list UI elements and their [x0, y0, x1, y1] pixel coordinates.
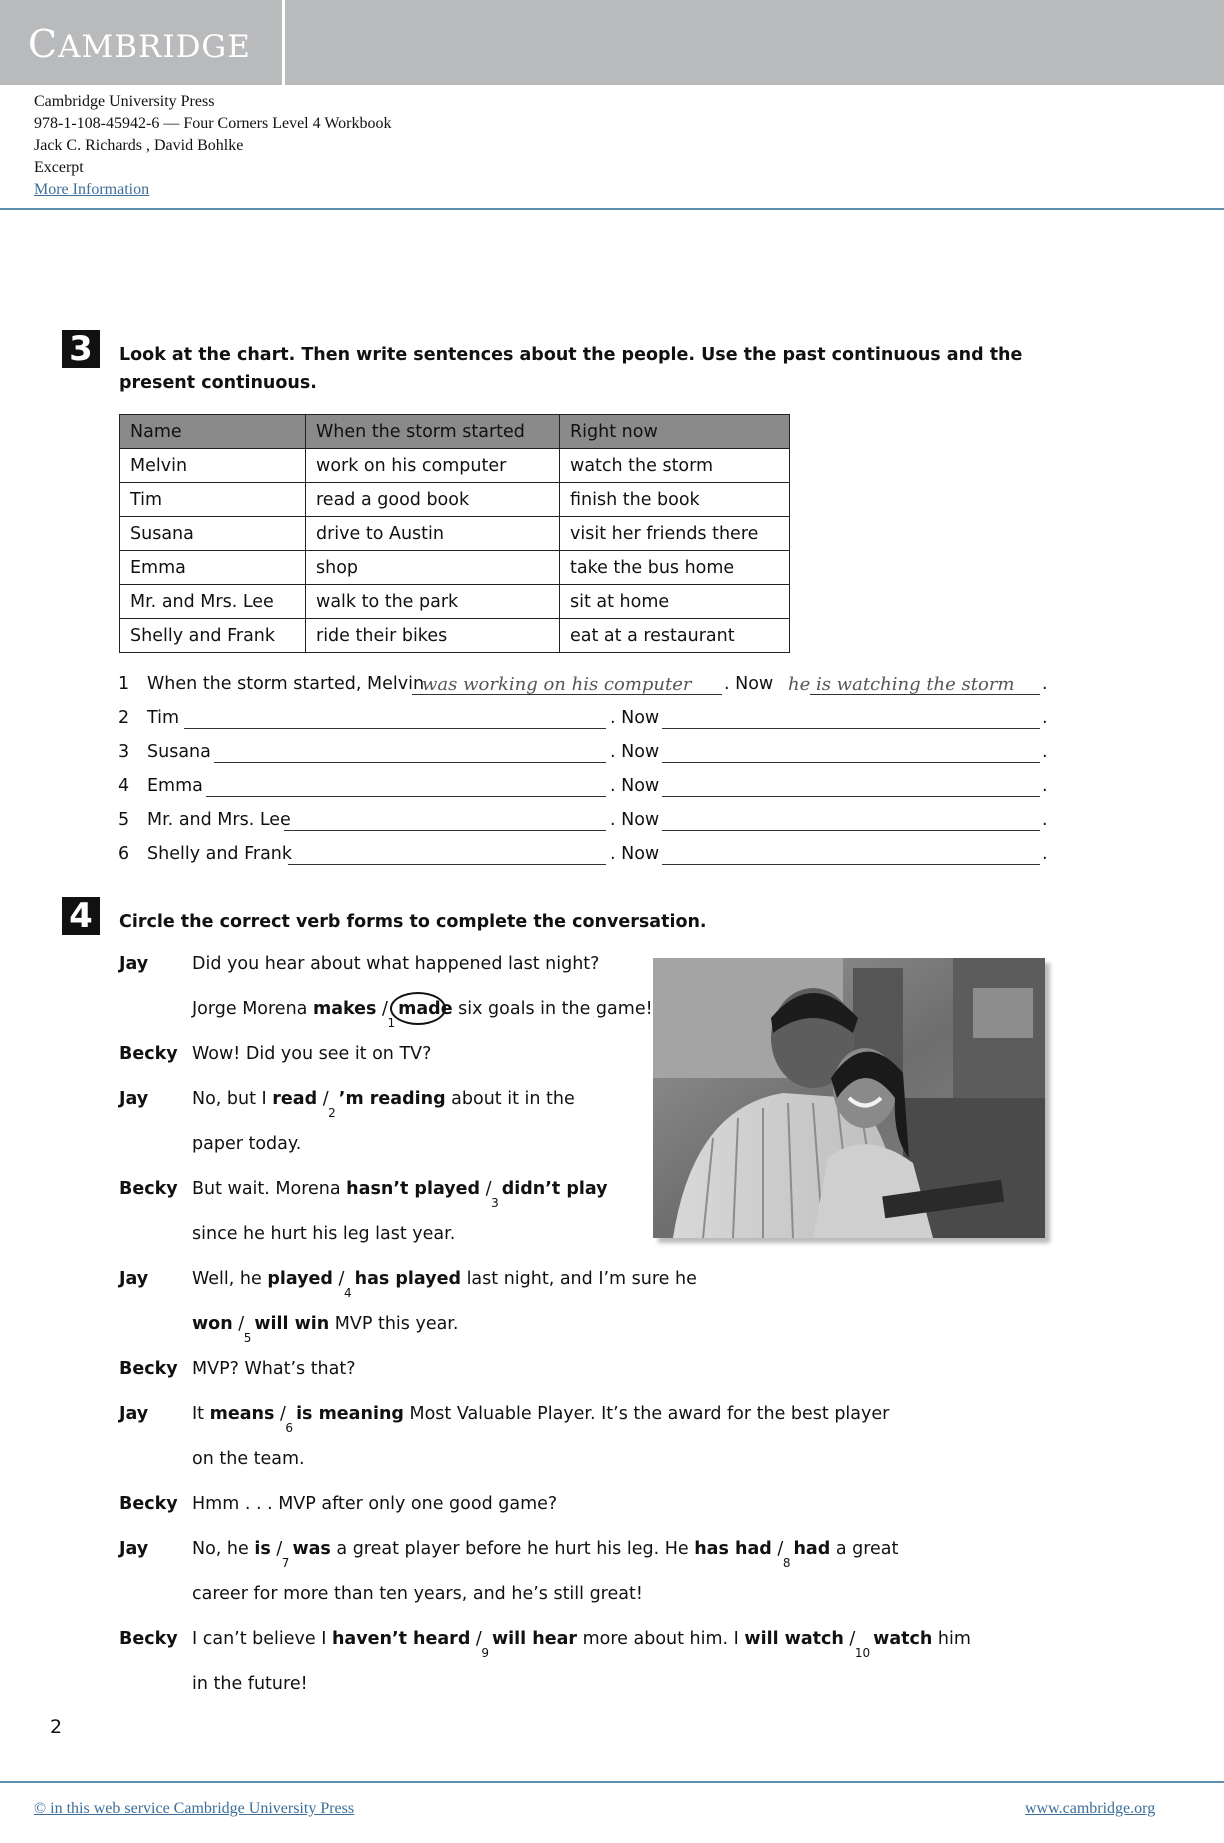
dialogue-line	[192, 1494, 557, 1514]
answer-blank[interactable]	[288, 864, 606, 865]
speaker-name: Becky	[119, 1179, 178, 1199]
dialogue-text: last night, and I’m sure he	[461, 1269, 697, 1289]
speaker-name: Jay	[119, 1539, 149, 1559]
speaker-name: Jay	[119, 1089, 149, 1109]
table-cell: sit at home	[560, 585, 790, 619]
dialogue-text: a great player before he hurt his leg. He	[330, 1539, 695, 1559]
dialogue-text: Wow! Did you see it on TV?	[192, 1044, 432, 1064]
dialogue-text: Did you hear about what happened last night?	[192, 954, 600, 974]
blank-number: 1	[387, 1016, 396, 1030]
answer-blank[interactable]	[284, 830, 606, 831]
dialogue-text: /	[332, 1269, 350, 1289]
dialogue-text: /	[232, 1314, 250, 1334]
dialogue-text: No, but I	[192, 1089, 273, 1109]
sentence-item	[118, 742, 1058, 772]
instruction-line: present continuous.	[119, 373, 317, 393]
dialogue-text: in the future!	[192, 1674, 308, 1694]
verb-option[interactable]: is	[254, 1539, 271, 1559]
sentence-number: 4	[118, 776, 130, 796]
table-row	[120, 449, 790, 483]
verb-option[interactable]: haven’t heard	[331, 1629, 471, 1649]
dialogue-text: career for more than ten years, and he’s still great!	[192, 1584, 643, 1604]
dialogue-text: more about him. I	[577, 1629, 745, 1649]
dialogue-text: I can’t believe I	[192, 1629, 332, 1649]
sentence-number: 3	[118, 742, 130, 762]
excerpt-label: Excerpt	[34, 159, 84, 176]
table-cell: walk to the park	[306, 585, 560, 619]
verb-option[interactable]: didn’t play	[501, 1179, 608, 1199]
publisher: Cambridge University Press	[34, 93, 215, 110]
verb-option[interactable]: won	[192, 1314, 233, 1334]
sentence-period: .	[1042, 810, 1048, 830]
answer-blank[interactable]	[662, 796, 1040, 797]
dialogue-text: MVP this year.	[329, 1314, 459, 1334]
verb-option[interactable]: is meaning	[296, 1404, 404, 1424]
sentence-item	[118, 708, 1058, 738]
table-cell: Susana	[120, 517, 306, 551]
column-header: When the storm started	[306, 415, 560, 449]
table-cell: Shelly and Frank	[120, 619, 306, 653]
sentence-prefix: Mr. and Mrs. Lee	[147, 810, 291, 830]
table-cell: work on his computer	[306, 449, 560, 483]
sentence-period: .	[1042, 674, 1048, 694]
dialogue-line	[192, 1674, 308, 1694]
exercise-4-instruction: Circle the correct verb forms to complete the conversation.	[119, 912, 707, 932]
website-link[interactable]: www.cambridge.org	[1025, 1800, 1156, 1817]
sentence-number: 1	[118, 674, 130, 694]
couple-photo	[653, 958, 1045, 1238]
dialogue-line	[192, 999, 653, 1030]
dialogue-text: Most Valuable Player. It’s the award for the best player	[403, 1404, 890, 1424]
table-cell: Emma	[120, 551, 306, 585]
table-row	[120, 517, 790, 551]
dialogue-line	[192, 1044, 431, 1064]
speaker-name: Jay	[119, 954, 149, 974]
footer-rule	[0, 1781, 1224, 1783]
book-metadata	[34, 91, 391, 201]
table-cell: read a good book	[306, 483, 560, 517]
answer-blank[interactable]	[662, 762, 1040, 763]
column-header: Name	[120, 415, 306, 449]
now-label: . Now	[610, 776, 660, 796]
sentence-number: 2	[118, 708, 130, 728]
photo-illustration	[653, 958, 1045, 1238]
sentence-period: .	[1042, 776, 1048, 796]
table-cell: eat at a restaurant	[560, 619, 790, 653]
table-cell: take the bus home	[560, 551, 790, 585]
blank-number: 3	[491, 1196, 499, 1210]
dialogue-text: /	[771, 1539, 789, 1559]
now-label: . Now	[610, 742, 660, 762]
dialogue-text: paper today.	[192, 1134, 302, 1154]
authors: Jack C. Richards , David Bohlke	[34, 137, 244, 154]
table-cell: finish the book	[560, 483, 790, 517]
circled-answer-option[interactable]: made	[398, 999, 453, 1019]
speaker-name: Becky	[119, 1044, 178, 1064]
sentence-period: .	[1042, 844, 1048, 864]
dialogue-text: /	[843, 1629, 861, 1649]
header-bar	[0, 0, 1224, 85]
table-cell: shop	[306, 551, 560, 585]
dialogue-text: on the team.	[192, 1449, 305, 1469]
table-row	[120, 585, 790, 619]
table-cell: drive to Austin	[306, 517, 560, 551]
dialogue-line	[192, 1179, 608, 1210]
dialogue-text: Well, he	[192, 1269, 268, 1289]
verb-option[interactable]: has played	[354, 1269, 461, 1289]
now-label: . Now	[610, 810, 660, 830]
dialogue-text: /	[317, 1089, 335, 1109]
table-cell: Melvin	[120, 449, 306, 483]
table-cell: ride their bikes	[306, 619, 560, 653]
sentence-period: .	[1042, 708, 1048, 728]
cambridge-logo: CAMBRIDGE	[28, 22, 251, 66]
dialogue-line	[192, 1359, 356, 1379]
column-header: Right now	[560, 415, 790, 449]
speaker-name: Jay	[119, 1269, 149, 1289]
sentence-prefix: When the storm started, Melvin	[147, 674, 425, 694]
handwritten-answer: he is watching the storm	[788, 674, 1015, 695]
page-number: 2	[50, 1716, 63, 1738]
verb-option[interactable]: has had	[694, 1539, 772, 1559]
dialogue-text: No, he	[192, 1539, 255, 1559]
table-row	[120, 619, 790, 653]
dialogue-line	[192, 1539, 899, 1570]
table-cell: visit her friends there	[560, 517, 790, 551]
verb-option[interactable]: was	[292, 1539, 331, 1559]
dialogue-text: It	[192, 1404, 210, 1424]
table-cell: Mr. and Mrs. Lee	[120, 585, 306, 619]
dialogue-text: since he hurt his leg last year.	[192, 1224, 456, 1244]
sentence-prefix: Emma	[147, 776, 203, 796]
verb-option[interactable]: hasn’t played	[346, 1179, 481, 1199]
dialogue-text: MVP? What’s that?	[192, 1359, 356, 1379]
dialogue-line	[192, 1449, 305, 1469]
answer-blank[interactable]	[184, 728, 606, 729]
isbn-title: 978-1-108-45942-6 — Four Corners Level 4 Workbook	[34, 115, 392, 132]
verb-option[interactable]: watch	[873, 1629, 933, 1649]
dialogue-line	[192, 1629, 971, 1660]
dialogue-text: But wait. Morena	[192, 1179, 347, 1199]
dialogue-text: him	[932, 1629, 971, 1649]
exercise-3-instruction	[119, 341, 1022, 397]
answer-blank[interactable]	[662, 864, 1040, 865]
dialogue-line	[192, 1089, 575, 1120]
dialogue-text: /	[270, 1539, 288, 1559]
verb-option[interactable]: will hear	[492, 1629, 578, 1649]
dialogue-line	[192, 1584, 643, 1604]
verb-option[interactable]: will watch	[744, 1629, 844, 1649]
dialogue-line	[192, 1224, 455, 1244]
table-cell: watch the storm	[560, 449, 790, 483]
header-rule	[0, 208, 1224, 210]
verb-option[interactable]: read	[272, 1089, 318, 1109]
dialogue-text: Jorge Morena	[192, 999, 313, 1019]
answer-blank[interactable]	[206, 796, 606, 797]
sentence-item	[118, 810, 1058, 840]
dialogue-line	[192, 1269, 697, 1300]
answer-blank[interactable]	[662, 830, 1040, 831]
blank-number: 7	[281, 1556, 290, 1570]
blank-number: 4	[343, 1286, 352, 1300]
sentence-item	[118, 776, 1058, 806]
speaker-name: Jay	[119, 1404, 149, 1424]
dialogue-text: /	[480, 1179, 498, 1199]
dialogue-line	[192, 1314, 459, 1345]
more-information-link[interactable]: More Information	[34, 181, 150, 198]
verb-option[interactable]: played	[267, 1269, 333, 1289]
sentence-prefix: Susana	[147, 742, 211, 762]
sentence-period: .	[1042, 742, 1048, 762]
answer-blank[interactable]	[662, 728, 1040, 729]
exercise-4-number: 4	[62, 897, 100, 935]
dialogue-text: six goals in the game!	[452, 999, 653, 1019]
answer-blank[interactable]	[214, 762, 606, 763]
sentence-prefix: Tim	[147, 708, 180, 728]
now-label: . Now	[724, 674, 774, 694]
dialogue-line	[192, 1404, 890, 1435]
dialogue-text: about it in the	[445, 1089, 575, 1109]
dialogue-text: Hmm . . . MVP after only one good game?	[192, 1494, 558, 1514]
sentence-item	[118, 844, 1058, 874]
table-row	[120, 483, 790, 517]
blank-number: 8	[782, 1556, 791, 1570]
sentence-item	[118, 674, 1058, 704]
verb-option[interactable]: ’m reading	[338, 1089, 446, 1109]
instruction-line: Look at the chart. Then write sentences about the people. Use the past continuous and the	[119, 345, 1023, 365]
now-label: . Now	[610, 844, 660, 864]
sentence-number: 6	[118, 844, 130, 864]
dialogue-line	[192, 954, 599, 974]
table-header-row	[120, 415, 790, 449]
header-divider	[282, 0, 285, 85]
dialogue-line	[192, 1134, 301, 1154]
blank-number: 9	[481, 1646, 490, 1660]
sentence-prefix: Shelly and Frank	[147, 844, 293, 864]
verb-option[interactable]: makes	[312, 999, 377, 1019]
verb-option[interactable]: will win	[254, 1314, 330, 1334]
speaker-name: Becky	[119, 1629, 178, 1649]
table-cell: Tim	[120, 483, 306, 517]
blank-number: 6	[285, 1421, 294, 1435]
table-row	[120, 551, 790, 585]
speaker-name: Becky	[119, 1494, 178, 1514]
blank-number: 10	[854, 1646, 871, 1660]
dialogue-text: a great	[830, 1539, 899, 1559]
speaker-name: Becky	[119, 1359, 178, 1379]
dialogue-text: /	[470, 1629, 488, 1649]
blank-number: 2	[328, 1106, 336, 1120]
handwritten-answer: was working on his computer	[422, 674, 692, 695]
storm-chart-table	[119, 414, 790, 653]
copyright-link[interactable]: © in this web service Cambridge University Press	[34, 1800, 355, 1817]
exercise-3-number: 3	[62, 330, 100, 368]
sentence-number: 5	[118, 810, 130, 830]
verb-option[interactable]: means	[209, 1404, 275, 1424]
verb-option[interactable]: had	[793, 1539, 831, 1559]
dialogue-text: /	[274, 1404, 292, 1424]
now-label: . Now	[610, 708, 660, 728]
blank-number: 5	[243, 1331, 252, 1345]
dialogue-text: /	[376, 999, 394, 1019]
